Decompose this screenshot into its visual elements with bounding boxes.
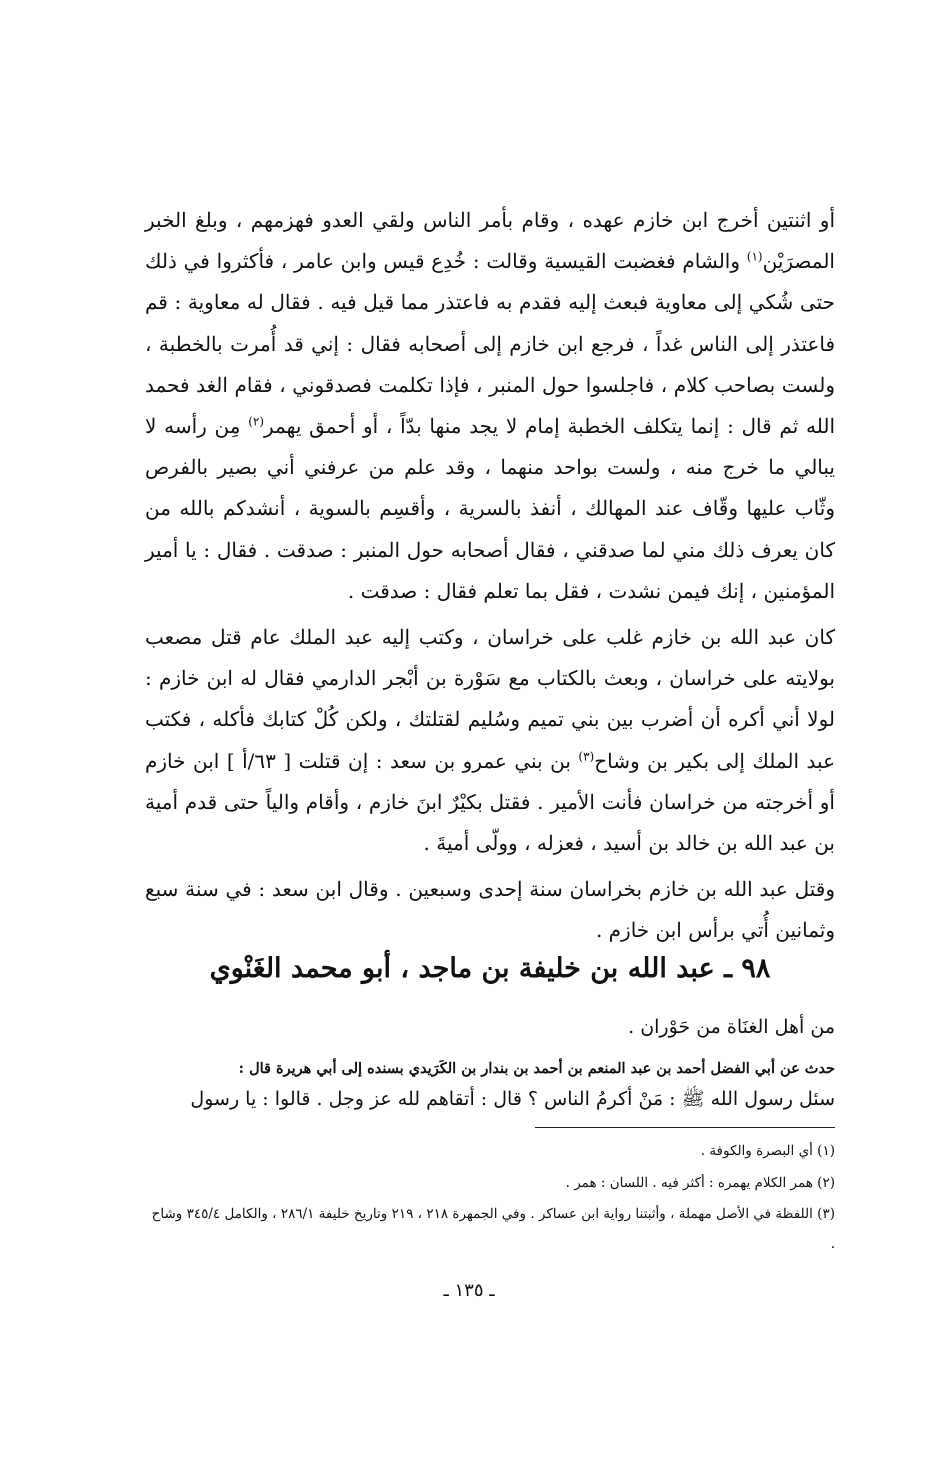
origin-line: من أهل الغنَاة من حَوْران . [628, 1016, 835, 1038]
section-heading: ٩٨ ـ عبد الله بن خليفة بن ماجد ، أبو محمد الغَنْوي [209, 953, 771, 984]
text-run: مِن رأسه لا يبالي ما خرج منه ، ولست بواحد منهما ، وقد علم من عرفني أني بصير بالفرص وثّاب عليها وقّاف عند المهالك ، أنفذ بالسرية ، وأقسِم بالسوية ، أنشدكم بالله من كان يعرف ذلك مني لما صدقني ، فقال أصحابه حول المنبر : صدقت . فقال : يا أمير المؤمنين ، إنك فيمن نشدت ، فقل بما تعلم فقال : صدقت . [145, 414, 835, 603]
paragraph [145, 617, 835, 864]
paragraph [145, 869, 835, 951]
hadith-text: سئل رسول الله ﷺ : مَنْ أكرمُ الناس ؟ قال : أتقاهم لله عز وجل . قالوا : يا رسول [190, 1088, 835, 1110]
text-run: بن بني عمرو بن سعد : إن قتلت [ ٦٣/أ ] ابن خازم أو أخرجته من خراسان فأنت الأمير . فقتل بكيْرٌ ابنَ خازم ، وأقام والياً حتى قدم أمية بن عبد الله بن خالد بن أسيد ، فعزله ، وولّى أميةَ . [145, 748, 835, 856]
footnote-item: (٢) همر الكلام يهمره : أكثر فيه . اللسان : همر . [565, 1175, 835, 1191]
footnote-marker: (٢) [248, 414, 265, 429]
footnotes [145, 1135, 835, 1259]
hadith-block [145, 1056, 835, 1116]
text-run: أو اثنتين أخرج ابن خازم عهده ، وقام بأمر الناس ولقي العدو فهزمهم ، وبلغ الخبر المصرَيْن [145, 208, 835, 274]
paragraph [145, 200, 835, 612]
footnote-marker: (٣) [578, 748, 595, 763]
main-text [145, 200, 835, 952]
footnote-item: (١) أي البصرة والكوفة . [700, 1143, 835, 1159]
footnote-item: (٣) اللفظة في الأصل مهملة ، وأثبتنا رواية ابن عساكر . وفي الجمهرة ٢١٨ ، ٢١٩ وتاريخ خليفة ٢٨٦/١ ، والكامل ٣٤٥/٤ وشاح . [151, 1206, 835, 1252]
footnote-marker: (١) [746, 249, 763, 264]
hadith-chain: حدث عن أبي الفضل أحمد بن عبد المنعم بن أحمد بن بندار بن الكَرَيدي بسنده إلى أبي هريرة قال : [238, 1060, 835, 1077]
page-number: ـ ١٣٥ ـ [443, 1280, 495, 1301]
text-run: كان عبد الله بن خازم غلب على خراسان ، وكتب إليه عبد الملك عام قتل مصعب بولايته على خراسان ، وبعث بالكتاب مع سَوْرة بن أبْجر الدارمي فقال له ابن خازم : لولا أني أكره أن أضرب بين بني تميم وسُليم لقتلتك ، ولكن كُلْ كتابك فأكله ، فكتب عبد الملك إلى بكير بن وشاح [145, 625, 836, 773]
footnote-divider [535, 1127, 835, 1128]
text-run: وقتل عبد الله بن خازم بخراسان سنة إحدى وسبعين . وقال ابن سعد : في سنة سبع وثمانين أُتي برأس ابن خازم . [145, 877, 835, 943]
text-run: والشام فغضبت القيسية وقالت : خُدِع قيس وابن عامر ، فأكثروا في ذلك حتى شُكي إلى معاوية فبعث إليه فقدم به فاعتذر مما قيل فيه . فقال له معاوية : قم فاعتذر إلى الناس غداً ، فرجع ابن خازم إلى أصحابه فقال : إني قد أُمرت بالخطبة ، ولست بصاحب كلام ، فاجلسوا حول المنبر ، فإذا تكلمت فصدقوني ، فقام الغد فحمد الله ثم قال : إنما يتكلف الخطبة إمام لا يجد منها بدّاً ، أو أحمق يهمر [145, 249, 835, 439]
